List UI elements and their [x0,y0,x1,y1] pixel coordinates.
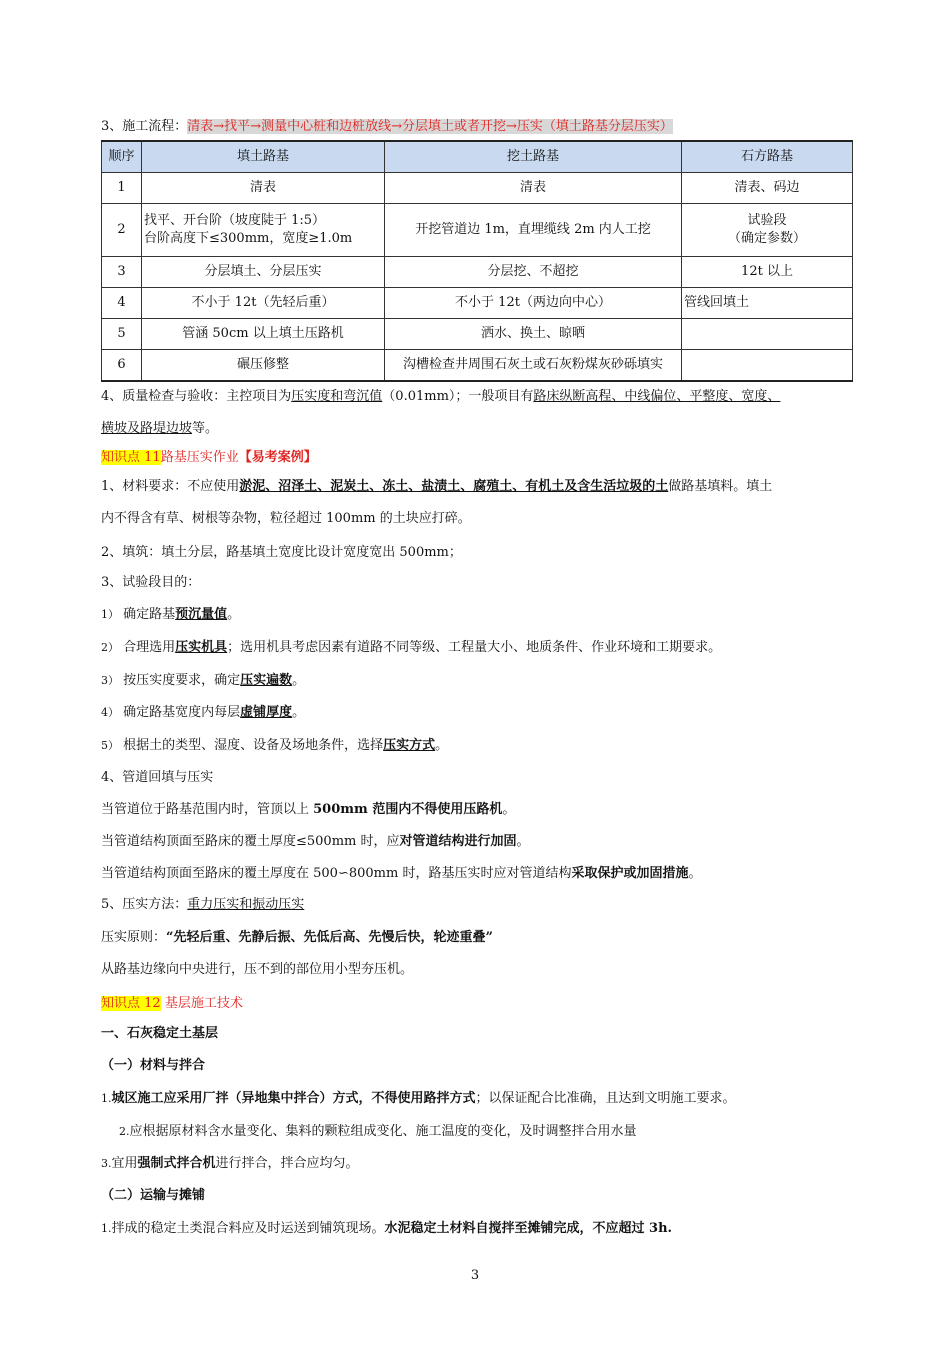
compaction-order: 从路基边缘向中央进行，压不到的部位用小型夯压机。 [101,962,414,977]
construction-flow-line [101,118,673,136]
forbidden-soils: 淤泥、沼泽土、泥炭土、冻土、盐渍土、腐殖土、有机土及含生活垃圾的土 [239,479,669,494]
text: （0.01mm）；一般项目有 [382,389,534,404]
item-number: 2. [119,1125,130,1138]
cell-seq: 1 [102,173,142,204]
text: 。 [688,866,702,881]
cell-cut: 不小于 12t（两边向中心） [385,288,682,319]
kp12-title: 基层施工技术 [164,996,243,1011]
cell-cut: 洒水、换土、晾晒 [385,319,682,350]
trial-item-4 [101,704,305,722]
cell-rock: 12t 以上 [682,257,853,288]
cell-fill: 不小于 12t（先轻后重） [142,288,385,319]
cell-fill: 清表 [142,173,385,204]
cell-seq: 5 [102,319,142,350]
cell-seq: 4 [102,288,142,319]
cell-fill: 分层填土、分层压实 [142,257,385,288]
text: 。 [516,834,530,849]
general-items: 路床纵断高程、中线偏位、平整度、宽度、 [533,389,781,404]
cell-rock [682,319,853,350]
general-items-cont: 横坡及路堤边坡 [101,421,193,436]
text: 当管道位于路基范围内时，管顶以上 [101,802,314,817]
kp11-title: 路基压实作业 [160,450,239,465]
trial-item-1 [101,606,240,624]
text: 根据土的类型、湿度、设备及场地条件，选择 [123,738,384,753]
key-term: 对管道结构进行加固 [399,834,517,849]
transport-paving-heading: （二）运输与摊铺 [101,1188,206,1203]
key-term: 采取保护或加固措施 [571,866,689,881]
material-req-line-2: 内不得含有草、树根等杂物，粒径超过 100mm 的土块应打碎。 [101,511,471,526]
cell-cut: 分层挖、不超挖 [385,257,682,288]
quality-check-line-2 [101,420,218,438]
cell-rock [682,350,853,381]
text: 5、压实方法： [101,897,188,912]
key-term: 压实机具 [175,640,228,655]
item-number: 3. [101,1157,112,1170]
key-term: 500mm 范围内不得使用压路机 [313,802,503,817]
trial-section-heading: 3、试验段目的： [101,575,201,590]
pipe-rule-3 [101,865,701,883]
text: 1、材料要求：不应使用 [101,479,240,494]
compaction-method [101,896,304,914]
cell-cut: 沟槽检查井周围石灰土或石灰粉煤灰砂砾填实 [385,350,682,381]
text: 。 [292,705,306,720]
key-term: 重力压实和振动压实 [187,897,305,912]
text: 进行拌合，拌合应均匀。 [215,1156,359,1171]
cell-seq: 2 [102,204,142,257]
key-term: 强制式拌合机 [137,1156,216,1171]
key-term: 水泥稳定土材料自搅拌至摊铺完成，不应超过 3h. [384,1221,673,1236]
cell-rock-line: 试验段 [747,213,787,228]
key-term: 压实遍数 [240,673,293,688]
kp11-tag: 【易考案例】 [238,450,317,465]
key-term: 虚铺厚度 [240,705,293,720]
mixing-item-3 [101,1155,359,1173]
kp12-heading [101,995,243,1013]
cell-fill [142,204,385,257]
flow-steps: 清表→找平→测量中心桩和边桩放线→分层填土或者开挖→压实（填土路基分层压实） [187,119,673,134]
text: 当管道结构顶面至路床的覆土厚度在 500∽800mm 时，路基压实时应对管道结构 [101,866,572,881]
text: 确定路基 [123,607,176,622]
page-number: 3 [470,1268,480,1283]
text: 合理选用 [123,640,176,655]
cell-seq: 3 [102,257,142,288]
text: 。 [227,607,241,622]
text: 确定路基宽度内每层 [123,705,241,720]
text: 按压实度要求，确定 [123,673,241,688]
transport-item-1 [101,1220,672,1238]
pipe-rule-1 [101,801,515,819]
main-control-items: 压实度和弯沉值 [291,389,383,404]
cell-fill: 管涵 50cm 以上填土压路机 [142,319,385,350]
cell-rock: 清表、码边 [682,173,853,204]
cell-seq: 6 [102,350,142,381]
material-mixing-heading: （一）材料与拌合 [101,1058,206,1073]
pipe-backfill-heading: 4、管道回填与压实 [101,770,214,785]
item-number: 3） [101,674,119,687]
flow-prefix: 3、施工流程： [101,119,188,134]
text: 。 [502,802,516,817]
text: 拌成的稳定土类混合料应及时运送到铺筑现场。 [111,1221,385,1236]
cell-rock [682,204,853,257]
trial-item-3 [101,672,305,690]
material-req-line-1 [101,478,772,496]
item-number: 2） [101,641,119,654]
text: 宜用 [111,1156,138,1171]
header-seq: 顺序 [102,141,142,173]
mixing-item-1 [101,1090,736,1108]
table-row [102,257,853,288]
text: 应根据原材料含水量变化、集料的颗粒组成变化、施工温度的变化，及时调整拌合用水量 [129,1124,637,1139]
header-fill: 填土路基 [142,141,385,173]
trial-item-5 [101,737,448,755]
text: 当管道结构顶面至路床的覆土厚度≤500mm 时，应 [101,834,400,849]
fill-line: 2、填筑：填土分层，路基填土宽度比设计宽度宽出 500mm； [101,545,462,560]
item-number: 5） [101,739,119,752]
text: 做路基填料。填土 [668,479,773,494]
kp11-label: 知识点 11 [101,450,161,465]
table-row [102,204,853,257]
table-row [102,288,853,319]
text: 压实原则： [101,930,167,945]
kp11-heading [101,449,317,467]
trial-item-2 [101,639,721,657]
header-cut: 挖土路基 [385,141,682,173]
cell-cut: 开挖管道边 1m，直埋缆线 2m 内人工挖 [385,204,682,257]
text: 等。 [192,421,219,436]
table-header-row [102,141,853,173]
cell-rock: 管线回填土 [682,288,853,319]
text: 。 [292,673,306,688]
mixing-item-2 [119,1123,637,1141]
cell-cut: 清表 [385,173,682,204]
quality-check-line-1 [101,388,780,406]
key-term: 压实方式 [383,738,436,753]
item-number: 1） [101,608,119,621]
text: 。 [435,738,449,753]
cell-fill: 碾压修整 [142,350,385,381]
subgrade-construction-table [101,140,853,382]
key-term: 城区施工应采用厂拌（异地集中拌合）方式，不得使用路拌方式 [111,1091,476,1106]
table-row [102,350,853,381]
cell-rock-line: （确定参数） [727,231,806,246]
compaction-principle [101,929,493,947]
item-number: 1. [101,1222,112,1235]
kp12-label: 知识点 12 [101,996,161,1011]
cell-fill-line: 找平、开台阶（坡度陡于 1:5） [144,213,326,228]
text: ；以保证配合比准确，且达到文明施工要求。 [475,1091,736,1106]
header-rock: 石方路基 [682,141,853,173]
item-number: 4） [101,706,119,719]
key-term: “先轻后重、先静后振、先低后高、先慢后快，轮迹重叠” [166,930,493,945]
table-row [102,173,853,204]
lime-base-heading: 一、石灰稳定土基层 [101,1026,219,1041]
pipe-rule-2 [101,833,530,851]
key-term: 预沉量值 [175,607,228,622]
text: 4、质量检查与验收：主控项目为 [101,389,292,404]
text: ；选用机具考虑因素有道路不同等级、工程量大小、地质条件、作业环境和工期要求。 [227,640,722,655]
table-row [102,319,853,350]
item-number: 1. [101,1092,112,1105]
cell-fill-line: 台阶高度下≤300mm，宽度≥1.0m [144,231,353,246]
